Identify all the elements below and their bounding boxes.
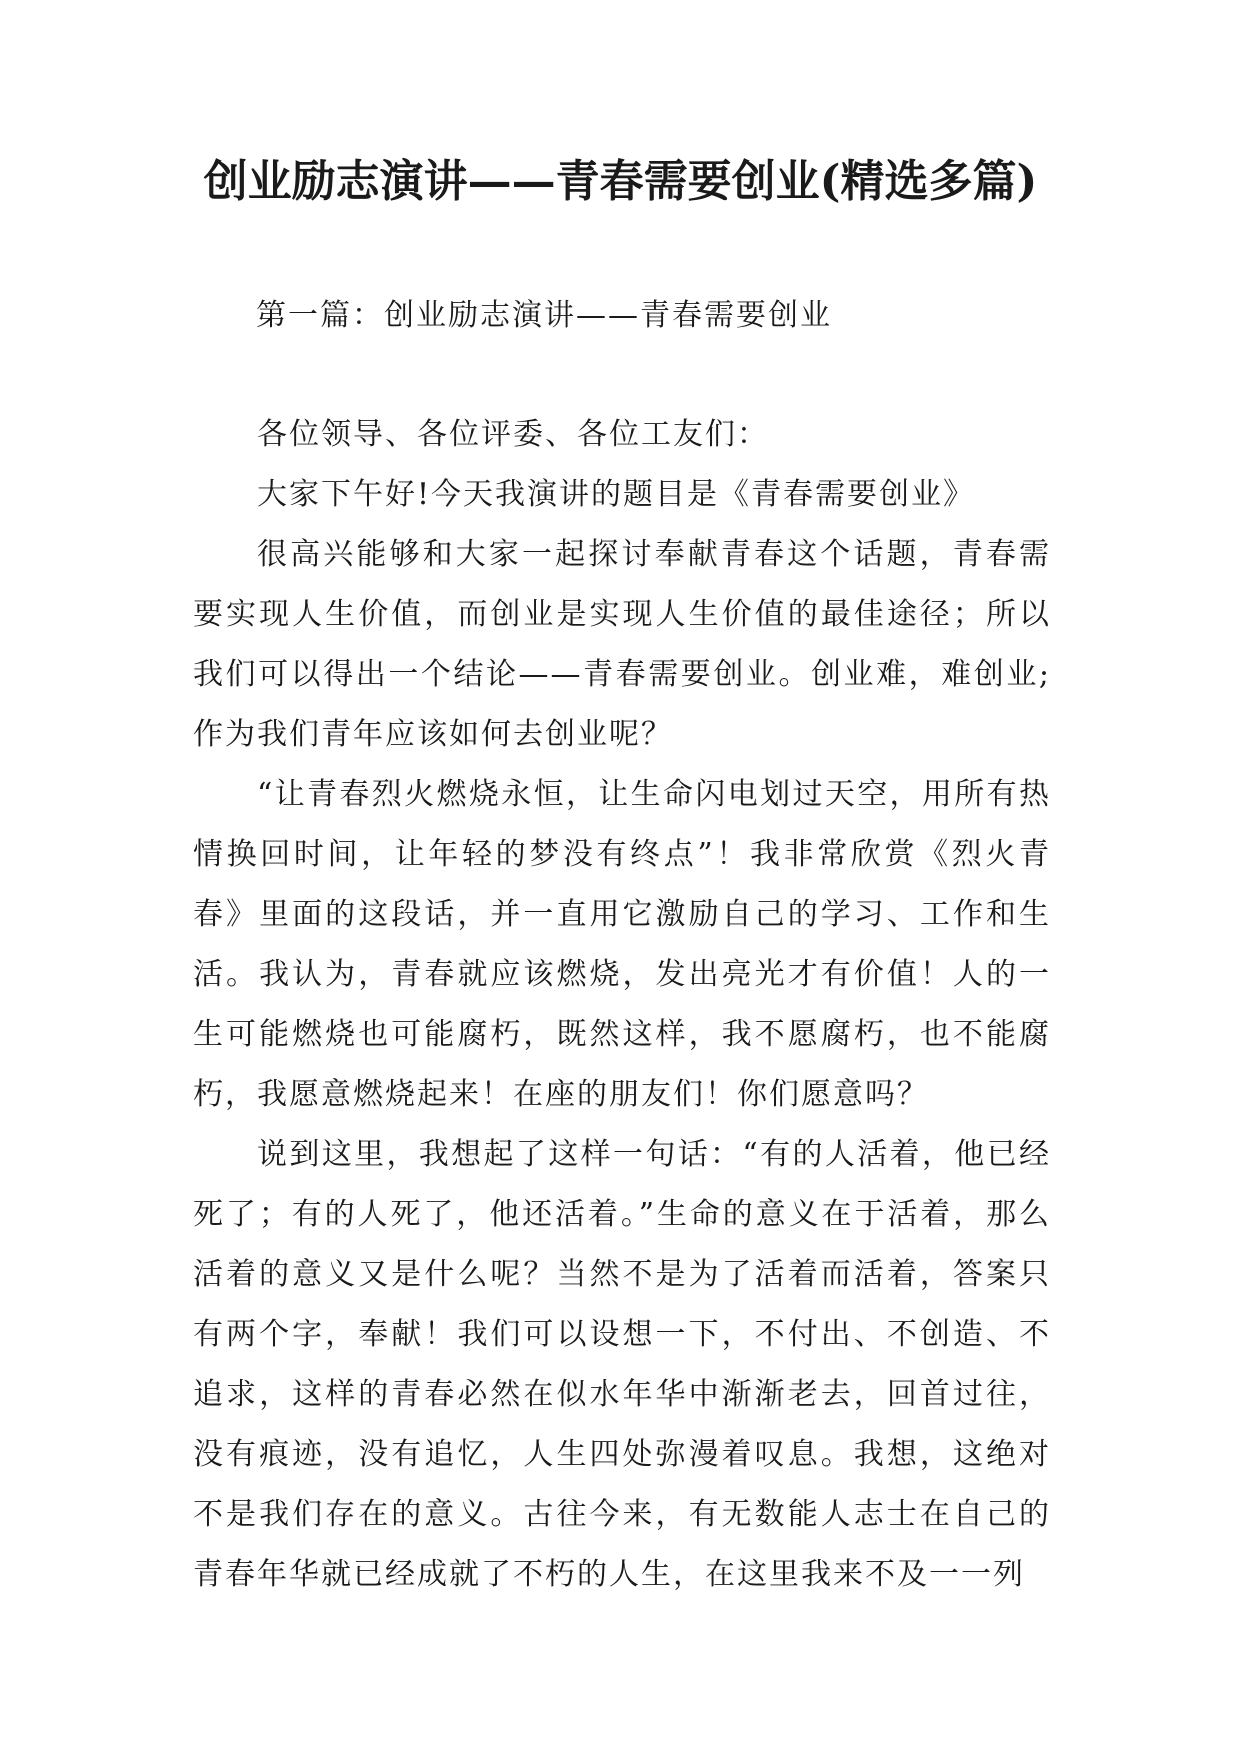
section-heading: 第一篇：创业励志演讲——青春需要创业 [256, 298, 832, 333]
document-title: 创业励志演讲——青春需要创业(精选多篇) [203, 156, 1038, 207]
paragraph-opening: 大家下午好!今天我演讲的题目是《青春需要创业》 [257, 477, 976, 512]
paragraph-greeting: 各位领导、各位评委、各位工友们： [257, 417, 769, 452]
paragraph-quote: “让青春烈火燃烧永恒，让生命闪电划过天空，用所有热情换回时间，让年轻的梦没有终点”！我非常欣赏《烈火青春》里面的这段话，并一直用它激励自己的学习、工作和生活。我认为，青春就应该燃烧，发出亮光才有价值！人的一生可能燃烧也可能腐朽，既然这样，我不愿腐朽，也不能腐朽，我愿意燃烧起来！在座的朋友们！你们愿意吗？ [193, 777, 1051, 1112]
document-body [193, 405, 1051, 1605]
paragraph-meaning: 说到这里，我想起了这样一句话：“有的人活着，他已经死了；有的人死了，他还活着。”生命的意义在于活着，那么活着的意义又是什么呢？当然不是为了活着而活着，答案只有两个字，奉献！我们可以设想一下，不付出、不创造、不追求，这样的青春必然在似水年华中渐渐老去，回首过往，没有痕迹，没有追忆，人生四处弥漫着叹息。我想，这绝对不是我们存在的意义。古往今来，有无数能人志士在自己的青春年华就已经成就了不朽的人生，在这里我来不及一一列 [193, 1137, 1051, 1592]
paragraph-intro: 很高兴能够和大家一起探讨奉献青春这个话题，青春需要实现人生价值，而创业是实现人生价值的最佳途径；所以我们可以得出一个结论——青春需要创业。创业难，难创业;作为我们青年应该如何去创业呢？ [193, 537, 1051, 752]
